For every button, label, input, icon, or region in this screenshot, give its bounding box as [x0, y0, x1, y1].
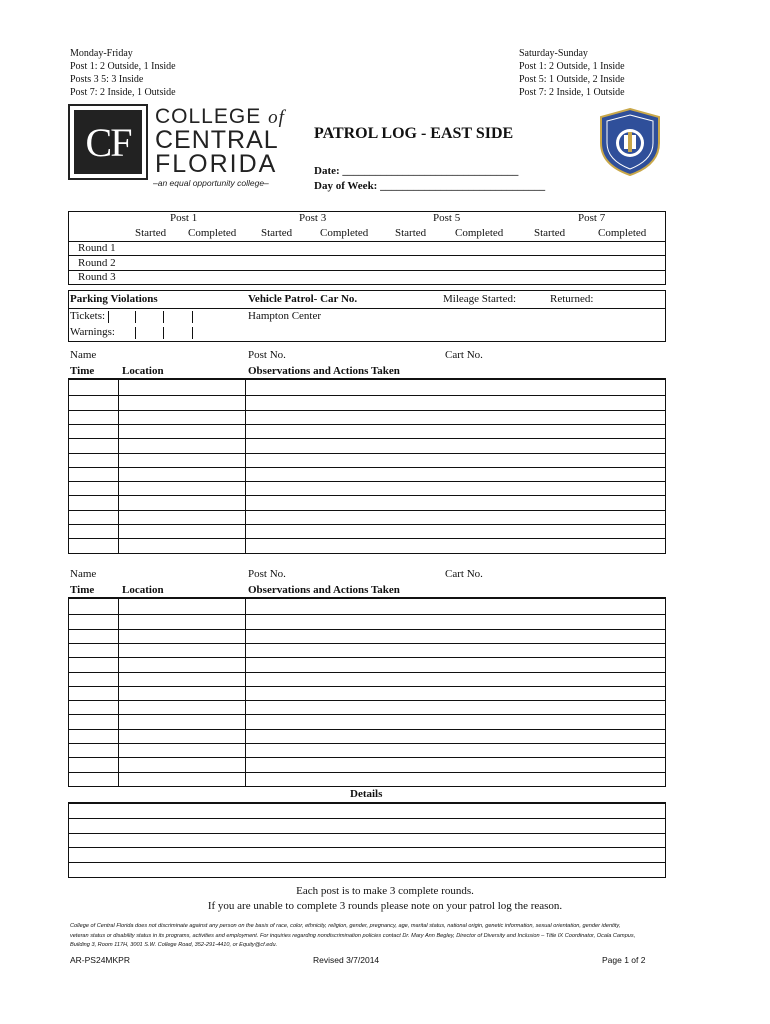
- grid-border: [68, 597, 69, 786]
- footer-note-1: Each post is to make 3 complete rounds.: [296, 885, 474, 897]
- logo-line2: CENTRAL: [155, 126, 279, 154]
- log-row-line[interactable]: [68, 743, 666, 744]
- details-border: [665, 802, 666, 878]
- details-row-line[interactable]: [68, 833, 666, 834]
- log-row-line[interactable]: [68, 538, 666, 539]
- logo-of: of: [268, 107, 285, 128]
- disclaimer-line: Building 3, Room 117H, 3001 S.W. College Road, 352-291-4410, or Equity@cf.edu.: [70, 942, 278, 948]
- grid-border: [665, 597, 666, 786]
- post5-started-header: Started: [395, 227, 427, 239]
- log2-post-no-label: Post No.: [248, 568, 286, 580]
- log-row-line[interactable]: [68, 700, 666, 701]
- post5-header: Post 5: [433, 212, 461, 224]
- log2-cart-no-label: Cart No.: [445, 568, 483, 580]
- footer-note-2: If you are unable to complete 3 rounds please note on your patrol log the reason.: [207, 900, 563, 912]
- college-logo-mark: [68, 104, 148, 180]
- log-row-line[interactable]: [68, 467, 666, 468]
- mileage-started-label: Mileage Started:: [443, 293, 517, 305]
- log-row-line[interactable]: [68, 481, 666, 482]
- round-3-label: Round 3: [78, 271, 116, 283]
- log-row-line[interactable]: [68, 757, 666, 758]
- round-2-label: Round 2: [78, 257, 116, 269]
- revised-date: Revised 3/7/2014: [313, 955, 380, 965]
- returned-label: Returned:: [550, 293, 594, 305]
- log-row-line[interactable]: [68, 553, 666, 554]
- log-row-line[interactable]: [68, 438, 666, 439]
- warnings-label: Warnings:: [70, 326, 115, 338]
- log-row-line[interactable]: [68, 786, 666, 787]
- log-row-line[interactable]: [68, 410, 666, 411]
- grid-border: [68, 378, 69, 553]
- log-row-line[interactable]: [68, 614, 666, 615]
- day-of-week-field[interactable]: Day of Week: ______________________________: [314, 180, 546, 192]
- round-1-label: Round 1: [78, 242, 116, 254]
- grid-header-rule: [68, 597, 666, 599]
- log1-cart-no-label: Cart No.: [445, 349, 483, 361]
- weekday-schedule: [70, 47, 176, 99]
- details-row-line[interactable]: [68, 847, 666, 848]
- cf-letters: CF: [74, 110, 142, 174]
- log-row-line[interactable]: [68, 424, 666, 425]
- log1-observations-header: Observations and Actions Taken: [248, 365, 400, 377]
- logo-line1: COLLEGE: [155, 105, 262, 128]
- public-safety-seal-icon: [597, 107, 663, 177]
- post7-completed-header: Completed: [598, 227, 647, 239]
- log-row-line[interactable]: [68, 495, 666, 496]
- details-title: Details: [350, 788, 383, 800]
- nondiscrimination-disclaimer: [70, 922, 680, 951]
- details-row-line[interactable]: [68, 877, 666, 878]
- logo-tagline: –an equal opportunity college–: [153, 178, 269, 188]
- post1-header: Post 1: [170, 212, 198, 224]
- weekend-line: Post 1: 2 Outside, 1 Inside: [519, 61, 625, 72]
- log2-time-header: Time: [70, 584, 95, 596]
- post1-completed-header: Completed: [188, 227, 237, 239]
- page-title: PATROL LOG - EAST SIDE: [314, 125, 514, 142]
- log1-name-label: Name: [70, 349, 97, 361]
- weekend-line: Post 5: 1 Outside, 2 Inside: [519, 74, 625, 85]
- log2-location-header: Location: [122, 584, 164, 596]
- weekday-line: Post 1: 2 Outside, 1 Inside: [70, 61, 176, 72]
- time-column-divider: [118, 597, 119, 786]
- college-logo-text: [155, 106, 285, 176]
- log-row-line[interactable]: [68, 714, 666, 715]
- log2-observations-header: Observations and Actions Taken: [248, 584, 400, 596]
- weekday-title: Monday-Friday: [70, 48, 133, 59]
- details-row-line[interactable]: [68, 818, 666, 819]
- post7-started-header: Started: [534, 227, 566, 239]
- location-column-divider: [245, 378, 246, 553]
- page-number: Page 1 of 2: [602, 955, 646, 965]
- details-border: [68, 802, 69, 878]
- log-row-line[interactable]: [68, 395, 666, 396]
- grid-border: [665, 378, 666, 553]
- weekend-line: Post 7: 2 Inside, 1 Outside: [519, 87, 625, 98]
- post1-started-header: Started: [135, 227, 167, 239]
- vehicle-patrol-label: Vehicle Patrol- Car No.: [248, 293, 358, 305]
- log-row-line[interactable]: [68, 729, 666, 730]
- log-row-line[interactable]: [68, 629, 666, 630]
- weekend-schedule: [519, 47, 625, 99]
- weekday-line: Posts 3 5: 3 Inside: [70, 74, 144, 85]
- log-row-line[interactable]: [68, 686, 666, 687]
- tickets-label: Tickets:: [70, 310, 106, 322]
- log-row-line[interactable]: [68, 672, 666, 673]
- disclaimer-line: veteran status or disability status in its programs, activities and employment. For inquiries regarding nondiscrimination policies contact Dr. Mary Ann Begley, Director of Diversity and Inclusion – Title IX Coordinator, Ocala Campus,: [70, 932, 636, 939]
- log-row-line[interactable]: [68, 772, 666, 773]
- log-row-line[interactable]: [68, 510, 666, 511]
- grid-header-rule: [68, 378, 666, 380]
- disclaimer-line: College of Central Florida does not discriminate against any person on the basis of race, color, ethnicity, religion, gender, pregnancy, age, marital status, national origin, genetic information, sexual orientation, gender identity,: [70, 923, 621, 929]
- post3-started-header: Started: [261, 227, 293, 239]
- logo-line3: FLORIDA: [155, 150, 278, 178]
- parking-violations-title: Parking Violations: [70, 293, 158, 305]
- log1-time-header: Time: [70, 365, 95, 377]
- details-top-rule: [68, 802, 666, 804]
- log1-location-header: Location: [122, 365, 164, 377]
- form-id: AR-PS24MKPR: [70, 955, 130, 965]
- log-row-line[interactable]: [68, 657, 666, 658]
- post3-completed-header: Completed: [320, 227, 369, 239]
- hampton-center-label: Hampton Center: [248, 310, 322, 322]
- location-column-divider: [245, 597, 246, 786]
- log1-post-no-label: Post No.: [248, 349, 286, 361]
- log2-name-label: Name: [70, 568, 97, 580]
- weekday-line: Post 7: 2 Inside, 1 Outside: [70, 87, 176, 98]
- log-row-line[interactable]: [68, 643, 666, 644]
- details-row-line[interactable]: [68, 862, 666, 863]
- date-field[interactable]: Date: ________________________________: [314, 165, 519, 177]
- time-column-divider: [118, 378, 119, 553]
- post3-header: Post 3: [299, 212, 327, 224]
- log-row-line[interactable]: [68, 453, 666, 454]
- log-row-line[interactable]: [68, 524, 666, 525]
- post7-header: Post 7: [578, 212, 606, 224]
- post5-completed-header: Completed: [455, 227, 504, 239]
- weekend-title: Saturday-Sunday: [519, 48, 588, 59]
